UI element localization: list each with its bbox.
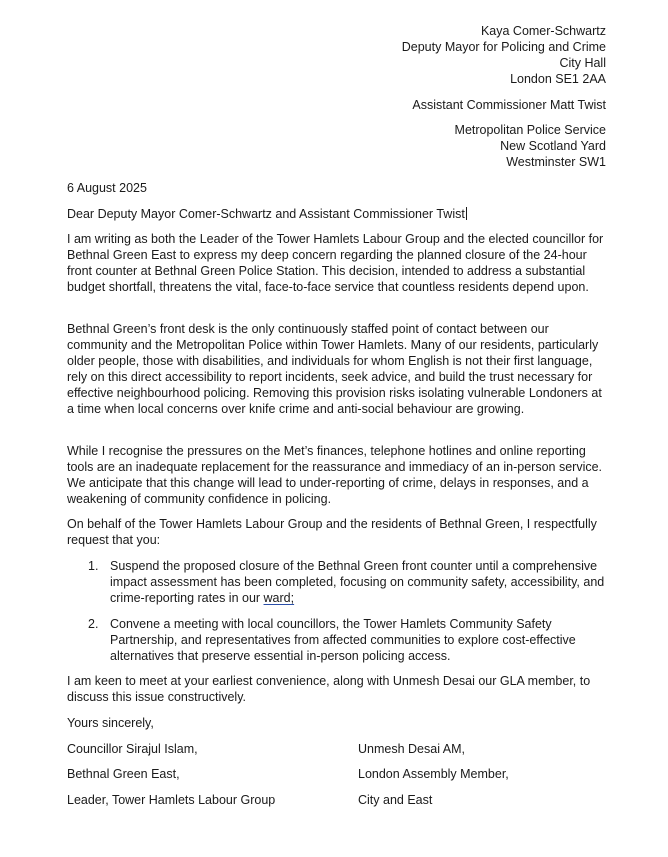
letter-date: 6 August 2025: [67, 181, 147, 195]
underlined-word: ward;: [263, 591, 295, 605]
recipient-city: Westminster SW1: [506, 155, 606, 169]
closing-paragraph: I am keen to meet at your earliest convenience, along with Unmesh Desai our GLA member, to discuss this issue constructively.: [67, 674, 591, 704]
paragraph-2: Bethnal Green’s front desk is the only continuously staffed point of contact between our community and the Metropolitan Police within Tower Hamlets. Many of our residents, particularly older people, those with disabilities, and individuals for whom English is not their first language, rely on this direct accessibility to report incidents, seek advice, and build the trust necessary for effective neighbourhood policing. Removing this provision risks isolating vulnerable Londoners at a time when local concerns over knife crime and anti-social behaviour are growing.: [67, 322, 602, 416]
signoff: Yours sincerely,: [67, 716, 154, 730]
recipient-building: New Scotland Yard: [500, 139, 606, 153]
signatory-left-name: Councillor Sirajul Islam,: [67, 742, 198, 756]
recipient-name-block: [412, 97, 606, 113]
signatory-right-name: Unmesh Desai AM,: [358, 742, 465, 756]
sender-address: [402, 23, 606, 87]
sender-title: Deputy Mayor for Policing and Crime: [401, 40, 606, 54]
list-number: 2.: [88, 617, 99, 631]
signatory-right-role: London Assembly Member,: [358, 767, 509, 781]
sender-name: Kaya Comer-Schwartz: [480, 24, 606, 38]
list-text: [110, 558, 607, 606]
signatory-left-role: Leader, Tower Hamlets Labour Group: [67, 793, 276, 807]
list-text-body: Suspend the proposed closure of the Bethnal Green front counter until a comprehensive impact assessment has been completed, focusing on community safety, accessibility, and crime-reporting rates in our: [110, 559, 605, 605]
list-item-2: [67, 616, 607, 664]
list-item-1: [67, 558, 607, 606]
sender-building: City Hall: [559, 56, 606, 70]
list-text: Convene a meeting with local councillors, the Tower Hamlets Community Safety Partnership, and representatives from affected communities to explore cost-effective alternatives that preserve essential in-person policing access.: [110, 617, 576, 663]
paragraph-4: On behalf of the Tower Hamlets Labour Group and the residents of Bethnal Green, I respectfully request that you:: [67, 517, 597, 547]
recipient-org: Metropolitan Police Service: [454, 123, 606, 137]
signatory-right-constituency: City and East: [358, 793, 433, 807]
paragraph-3: While I recognise the pressures on the Met’s finances, telephone hotlines and online reporting tools are an inadequate replacement for the reassurance and immediacy of an in-person service. We anticipate that this change will lead to under-reporting of crime, delays in responses, and a weakening of community confidence in policing.: [67, 444, 603, 506]
paragraph-1: I am writing as both the Leader of the Tower Hamlets Labour Group and the elected councillor for Bethnal Green East to express my deep concern regarding the planned closure of the 24-hour front counter at Bethnal Green Police Station. This decision, intended to address a substantial budget shortfall, threatens the vital, face-to-face service that countless residents depend upon.: [67, 232, 604, 294]
signatory-left-ward: Bethnal Green East,: [67, 767, 180, 781]
text-cursor: [466, 207, 467, 220]
salutation-text: Dear Deputy Mayor Comer-Schwartz and Assistant Commissioner Twist: [67, 207, 465, 221]
sender-city: London SE1 2AA: [510, 72, 606, 86]
recipient-name: Assistant Commissioner Matt Twist: [412, 98, 606, 112]
list-number: 1.: [88, 559, 99, 573]
recipient-address: [455, 122, 606, 170]
salutation: [67, 206, 607, 222]
